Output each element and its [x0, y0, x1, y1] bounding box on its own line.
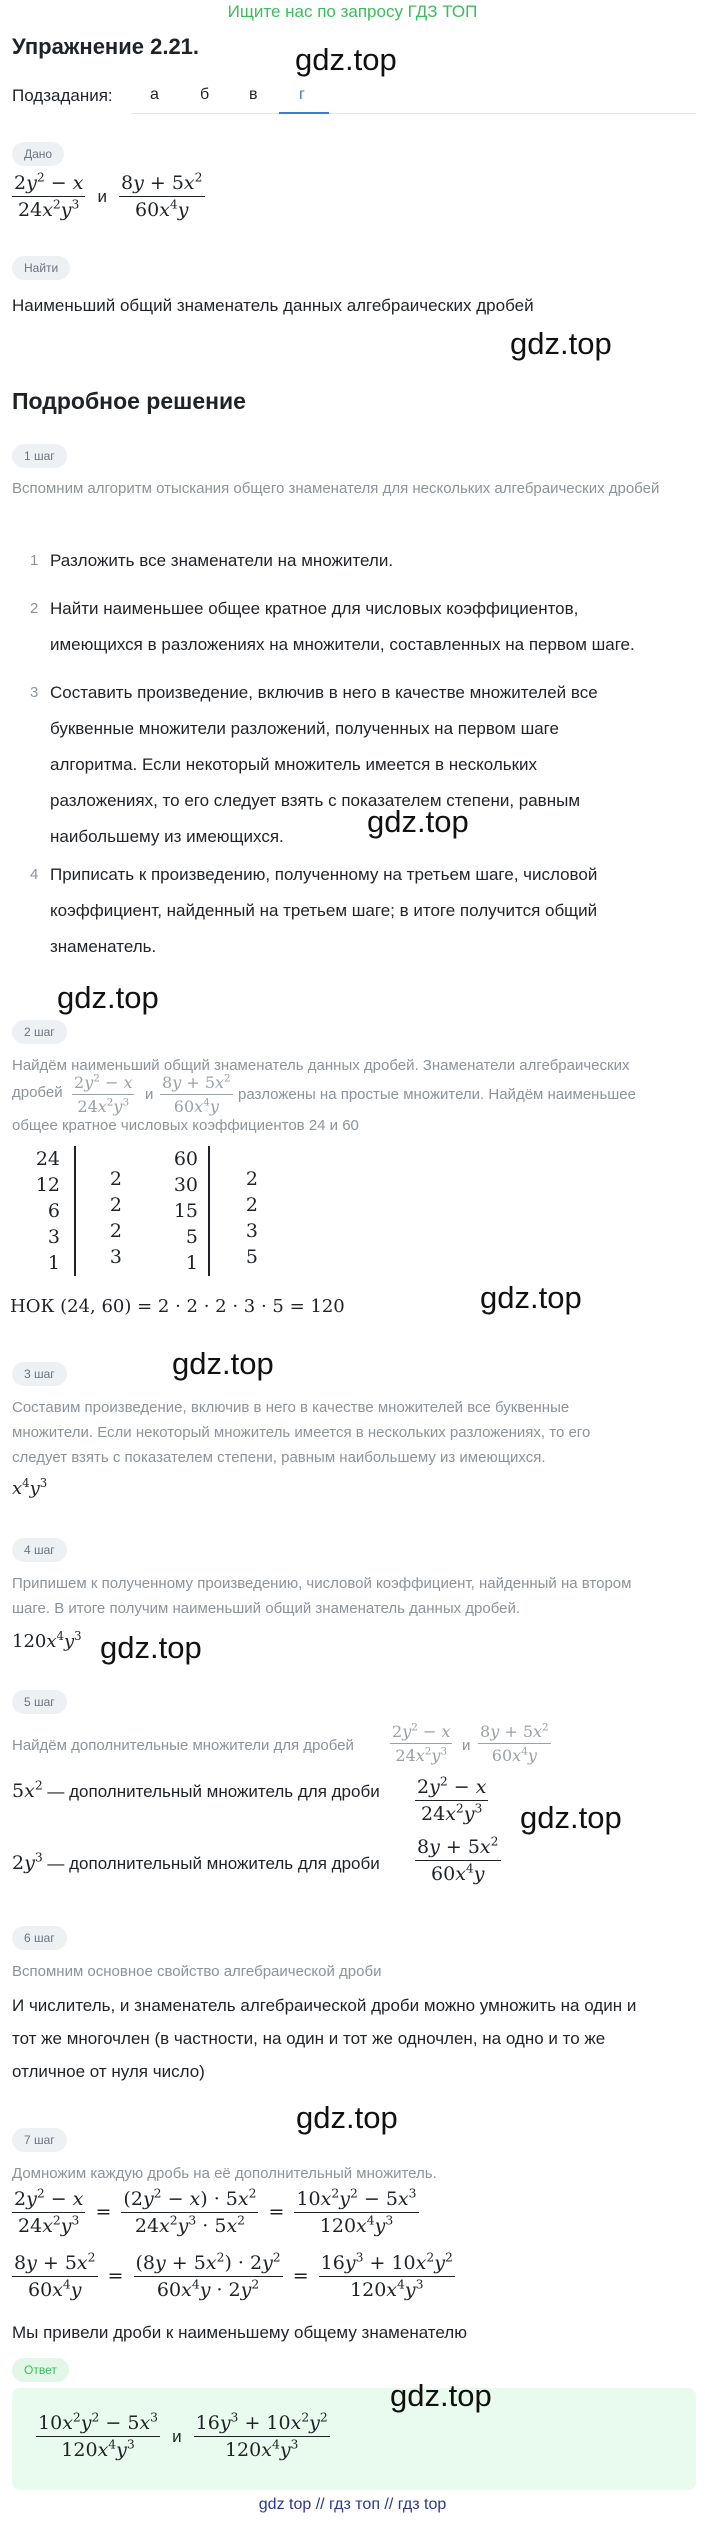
conj: и	[97, 186, 107, 206]
item-4-number: 4	[30, 866, 39, 883]
given-chip: Дано	[12, 142, 64, 166]
factor-table-left-divisors: 2 2 2 3	[109, 1168, 122, 1268]
item-4-line-3: знаменатель.	[50, 937, 157, 956]
watermark: gdz.top	[390, 2378, 492, 2413]
step3-line-2: множители. Если некоторый множитель имеется в нескольких разложениях, то его	[12, 1424, 591, 1441]
step5-conj: и	[462, 1737, 471, 1754]
step6-text-3: отличное от нуля число)	[12, 2062, 205, 2081]
tabs-divider	[131, 113, 696, 114]
footer-links[interactable]: gdz top // гдз топ // гдз top	[258, 2496, 447, 2513]
item-4-line-1: Приписать к произведению, полученному на третьем шаге, числовой	[50, 865, 598, 884]
watermark: gdz.top	[57, 980, 159, 1015]
answer-conj: и	[172, 2426, 182, 2446]
watermark: gdz.top	[100, 1630, 202, 1665]
step4-denominator: $120x^4y^3$	[12, 1629, 82, 1652]
tab-a[interactable]: а	[150, 86, 159, 103]
item-3-line-4: разложениях, то его следует взять с показателем степени, равным	[50, 791, 581, 810]
watermark: gdz.top	[510, 326, 612, 361]
item-3-number: 3	[30, 684, 39, 701]
step2-conj: и	[145, 1086, 154, 1103]
tab-b[interactable]: б	[200, 86, 210, 103]
step1-intro: Вспомним алгоритм отыскания общего знаменателя для нескольких алгебраических дробей	[12, 480, 660, 497]
step4-line-1: Припишем к полученному произведению, числовой коэффициент, найденный на втором	[12, 1575, 632, 1592]
watermark: gdz.top	[480, 1280, 582, 1315]
item-3-line-2: буквенные множители разложений, полученных на первом шаге	[50, 719, 559, 738]
item-3-line-5: наибольшему из имеющихся.	[50, 827, 284, 846]
step6-chip: 6 шаг	[12, 1926, 67, 1950]
solution-title: Подробное решение	[12, 388, 246, 414]
step2-line-3: общее кратное числовых коэффициентов 24 и 60	[12, 1117, 359, 1134]
find-chip: Найти	[12, 256, 70, 280]
step5-chip: 5 шаг	[12, 1690, 67, 1714]
step6-text-1: И числитель, и знаменатель алгебраической дроби можно умножить на один и	[12, 1996, 637, 2015]
step5-fraction-1: $\frac{2y^2 - x}{24x^2y^3}$	[392, 1721, 451, 1765]
step5-row-2-text: — дополнительный множитель для дроби	[42, 1854, 380, 1873]
given-fractions	[12, 172, 205, 221]
watermark: gdz.top	[367, 804, 469, 839]
step1-chip: 1 шаг	[12, 444, 67, 468]
item-1-line-1: Разложить все знаменатели на множители.	[50, 551, 394, 570]
page-title: Упражнение 2.21.	[12, 34, 200, 59]
step3-chip: 3 шаг	[12, 1362, 67, 1386]
step5-fraction-2: $\frac{8y + 5x^2}{60x^4y}$	[480, 1721, 549, 1765]
active-tab-indicator	[279, 112, 329, 114]
step5-row-2: $2y^3$ — дополнительный множитель для дроби	[12, 1850, 380, 1874]
step7-equation-2: $\frac{8y + 5x^2}{60x^4y}$ = $\frac{(8y + 5x^2) \cdot 2y^2}{60x^4y \cdot 2y^2}$ = $\frac{16y^3 + 10x^2y^2}{120x^4y^3}$	[14, 2250, 453, 2301]
item-2-line-2: имеющихся в разложениях на множители, составленных на первом шаге.	[50, 635, 635, 654]
step2-fraction-1: $\frac{2y^2 - x}{24x^2y^3}$	[74, 1072, 133, 1116]
step2-line-1: Найдём наименьший общий знаменатель данных дробей. Знаменатели алгебраических	[12, 1057, 630, 1074]
lcm-equation: НОК (24, 60) = 2 · 2 · 2 · 3 · 5 = 120	[10, 1296, 345, 1317]
answer-chip: Ответ	[12, 2358, 69, 2382]
watermark: gdz.top	[520, 1800, 622, 1835]
step5-row-2-fraction: $\frac{8y + 5x^2}{60x^4y}$	[417, 1834, 499, 1885]
item-1-number: 1	[30, 552, 39, 569]
factor-table-left-values: 24 12 6 3 1	[35, 1148, 60, 1274]
item-3-line-3: алгоритма. Если некоторый множитель имеется в нескольких	[50, 755, 538, 774]
step3-line-1: Составим произведение, включив в него в качестве множителей все буквенные	[12, 1399, 570, 1416]
step2-line-2b: разложены на простые множители. Найдём наименьшее	[238, 1086, 636, 1103]
top-banner[interactable]: Ищите нас по запросу ГДЗ ТОП	[227, 2, 478, 21]
item-4-line-2: коэффициент, найденный на третьем шаге; в итоге получится общий	[50, 901, 598, 920]
factor-table-right-divisors: 2 2 3 5	[245, 1168, 258, 1268]
find-text: Наименьший общий знаменатель данных алгебраических дробей	[12, 296, 534, 315]
step2-chip: 2 шаг	[12, 1020, 67, 1044]
watermark: gdz.top	[296, 2100, 398, 2135]
step7-equation-1: $\frac{2y^2 - x}{24x^2y^3}$ = $\frac{(2y^2 - x) \cdot 5x^2}{24x^2y^3 \cdot 5x^2}$ = $\frac{10x^2y^2 - 5x^3}{120x^4y^3}$	[14, 2186, 417, 2237]
step7-chip: 7 шаг	[12, 2128, 67, 2152]
tab-g[interactable]: г	[299, 86, 305, 103]
fraction-2: $\frac{8y + 5x^2}{60x^4y}$	[121, 170, 203, 221]
step5-line-1: Найдём дополнительные множители для дробей	[12, 1737, 354, 1754]
answer-fractions: $\frac{10x^2y^2 - 5x^3}{120x^4y^3}$ и $\frac{16y^3 + 10x^2y^2}{120x^4y^3}$	[38, 2410, 328, 2461]
step6-text-2: тот же многочлен (в частности, на один и тот же одночлен, на одно и то же	[12, 2029, 606, 2048]
step5-row-1-fraction: $\frac{2y^2 - x}{24x^2y^3}$	[417, 1774, 487, 1825]
step3-product: $x^4y^3$	[12, 1476, 48, 1499]
tab-v[interactable]: в	[249, 86, 258, 103]
step4-chip: 4 шаг	[12, 1538, 67, 1562]
step6-line-1: Вспомним основное свойство алгебраической дроби	[12, 1963, 382, 1980]
step4-line-2: шаге. В итоге получим наименьший общий знаменатель данных дробей.	[12, 1600, 521, 1617]
step5-row-1: $5x^2$ — дополнительный множитель для дроби	[12, 1778, 380, 1802]
factor-table-right-values: 60 30 15 5 1	[173, 1148, 198, 1274]
item-2-number: 2	[30, 600, 39, 617]
subtasks-label: Подзадания:	[12, 86, 113, 105]
fraction-1: $\frac{2y^2 - x}{24x^2y^3}$	[14, 170, 84, 221]
step2-fraction-2: $\frac{8y + 5x^2}{60x^4y}$	[162, 1072, 231, 1116]
step7-line-1: Домножим каждую дробь на её дополнительный множитель.	[12, 2165, 437, 2182]
watermark: gdz.top	[295, 42, 397, 77]
watermark: gdz.top	[172, 1346, 274, 1381]
step5-row-1-text: — дополнительный множитель для дроби	[42, 1782, 380, 1801]
item-3-line-1: Составить произведение, включив в него в качестве множителей все	[50, 683, 598, 702]
item-2-line-1: Найти наименьшее общее кратное для числовых коэффициентов,	[50, 599, 579, 618]
factor-table-left-divider	[74, 1146, 76, 1276]
step3-line-3: следует взять с показателем степени, равным наибольшему из имеющихся.	[12, 1449, 546, 1466]
step7-conclusion: Мы привели дроби к наименьшему общему знаменателю	[12, 2323, 467, 2342]
step2-line-2a: дробей	[12, 1084, 63, 1101]
factor-table-right-divider	[208, 1146, 210, 1276]
